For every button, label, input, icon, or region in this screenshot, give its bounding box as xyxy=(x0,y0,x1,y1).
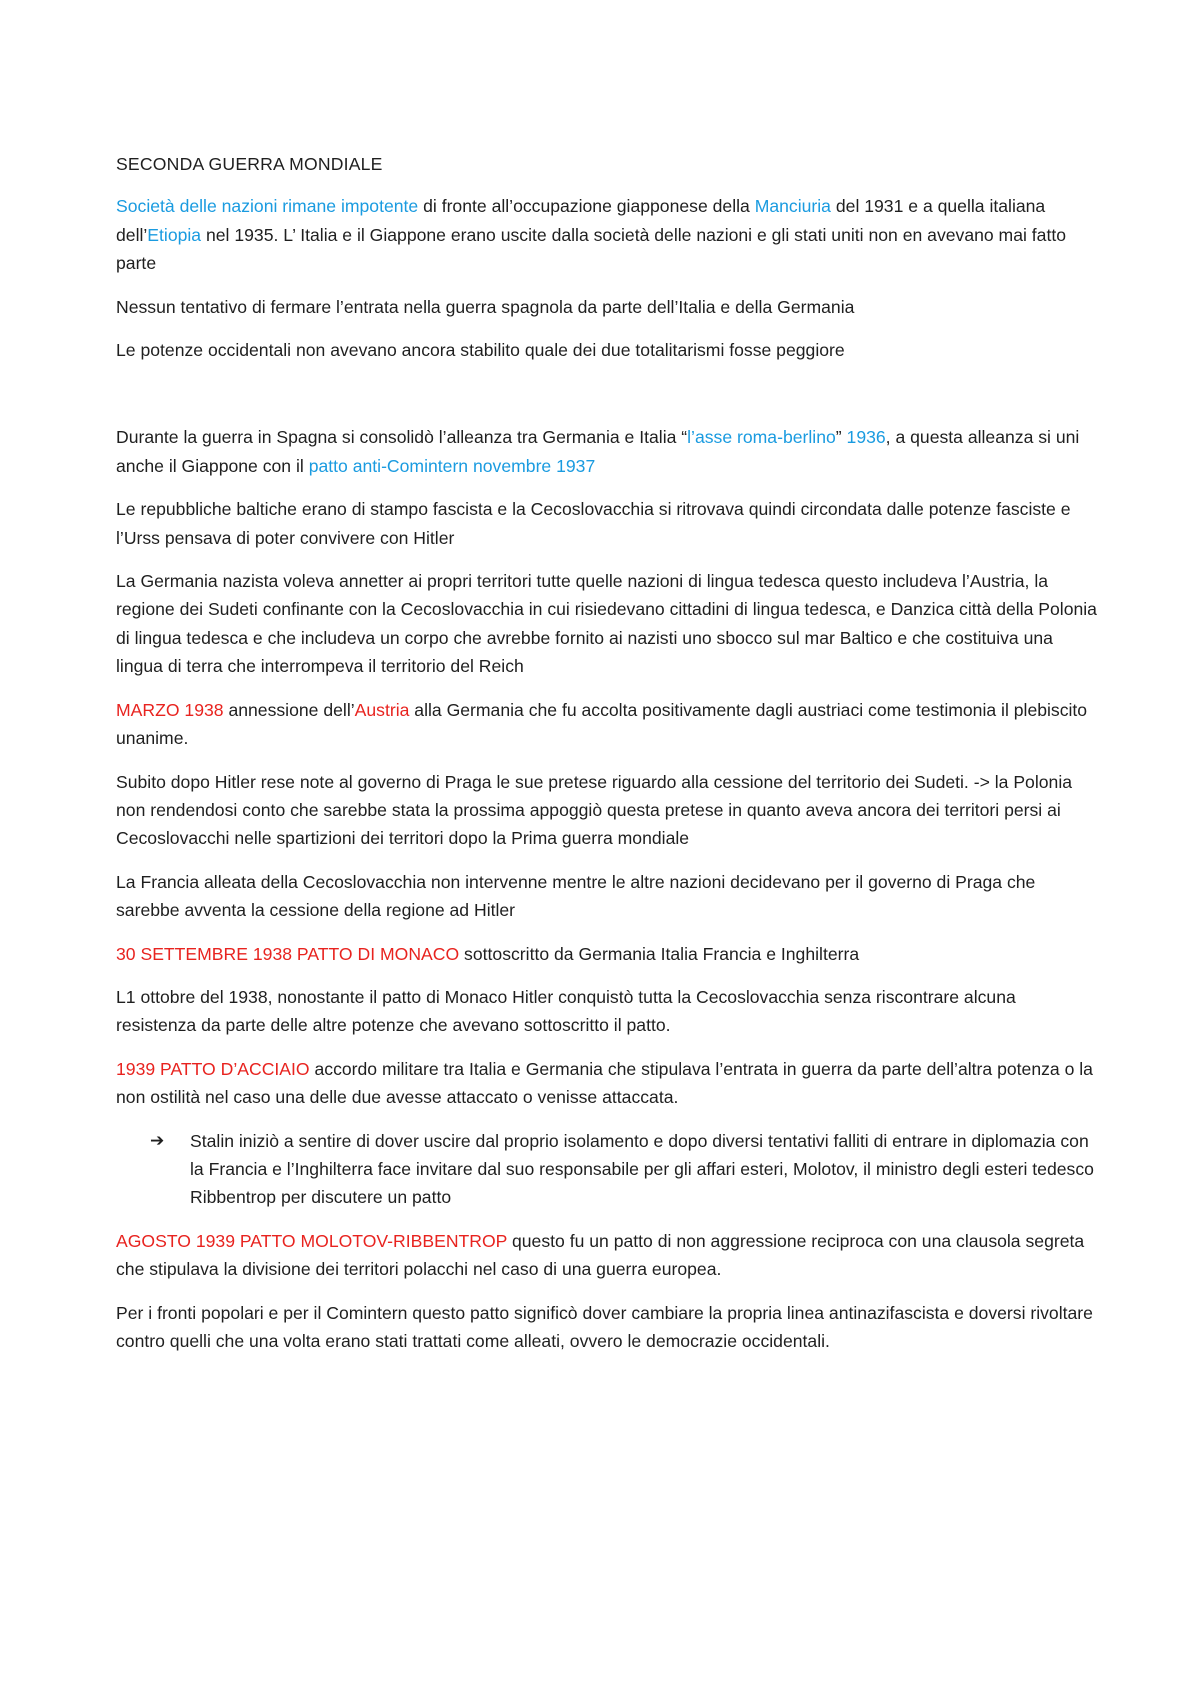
paragraph-patto-acciaio xyxy=(116,1055,1100,1112)
paragraph-ottobre-1938: L1 ottobre del 1938, nonostante il patto di Monaco Hitler conquistò tutta la Cecoslovacchia senza riscontrare alcuna resistenza da parte delle altre potenze che avevano sottoscritto il patto. xyxy=(116,986,1016,1036)
paragraph-francia: La Francia alleata della Cecoslovacchia non intervenne mentre le altre nazioni decidevano per il governo di Praga che sarebbe avventa la cessione della regione ad Hitler xyxy=(116,871,1036,921)
bullet-text: Stalin iniziò a sentire di dover uscire dal proprio isolamento e dopo diversi tentativi falliti di entrare in diplomazia con la Francia e l’Inghilterra face invitare dal suo responsabile per gli affari esteri, Molotov, il ministro degli esteri tedesco Ribbentrop per discutere un patto xyxy=(190,1130,1094,1208)
paragraph-molotov-ribbentrop xyxy=(116,1227,1100,1284)
paragraph-potenze-occidentali: Le potenze occidentali non avevano ancora stabilito quale dei due totalitarismi fosse peggiore xyxy=(116,340,845,361)
paragraph-guerra-spagnola: Nessun tentativo di fermare l’entrata nella guerra spagnola da parte dell’Italia e della Germania xyxy=(116,296,855,317)
paragraph-asse-roma-berlino xyxy=(116,423,1100,480)
paragraph-patto-monaco xyxy=(116,940,1100,968)
paragraph-sudeti: Subito dopo Hitler rese note al governo di Praga le sue pretese riguardo alla cessione del territorio dei Sudeti. -> la Polonia non rendendosi conto che sarebbe stata la prossima appoggiò questa pretese in quanto aveva ancora dei territori persi ai Cecoslovacchi nelle spartizioni dei territori dopo la Prima guerra mondiale xyxy=(116,771,1073,849)
paragraph-societa-nazioni xyxy=(116,192,1100,277)
highlight-red: 30 SETTEMBRE 1938 PATTO DI MONACO xyxy=(116,943,460,964)
highlight-blue: Società delle nazioni rimane impotente xyxy=(116,196,419,217)
text-run: questo fu un patto di non aggressione reciproca con una clausola segreta che stipulava la divisione dei territori polacchi nel caso di una guerra europea. xyxy=(116,1230,1085,1280)
text-run: alla Germania che fu accolta positivamente dagli austriaci come testimonia il plebiscito unanime. xyxy=(116,699,1088,749)
text-run: del 1931 e a quella italiana dell’ xyxy=(116,196,1046,245)
highlight-red: AGOSTO 1939 PATTO MOLOTOV-RIBBENTROP xyxy=(116,1230,508,1251)
highlight-red: 1939 PATTO D’ACCIAIO xyxy=(116,1058,310,1079)
blank-line xyxy=(116,379,1100,423)
highlight-red: Austria xyxy=(354,699,410,720)
document-title: SECONDA GUERRA MONDIALE xyxy=(116,154,383,174)
bullet-stalin xyxy=(116,1127,1100,1212)
paragraph-comintern: Per i fronti popolari e per il Comintern questo patto significò dover cambiare la propria linea antinazifascista e doversi rivoltare contro quelli che una volta erano stati trattati come alleati, ovvero le democrazie occidentali. xyxy=(116,1302,1093,1351)
text-run: Durante la guerra in Spagna si consolidò l’alleanza tra Germania e Italia “ xyxy=(116,427,688,448)
highlight-blue: Manciuria xyxy=(754,196,831,217)
text-run: accordo militare tra Italia e Germania che stipulava l’entrata in guerra da parte dell’altra potenza o la non ostilità nel caso una delle due avesse attaccato o venisse attaccata. xyxy=(116,1058,1093,1108)
text-run: di fronte all’occupazione giapponese della xyxy=(418,196,755,217)
highlight-blue: 1936 xyxy=(846,427,886,448)
highlight-blue: patto anti-Comintern novembre 1937 xyxy=(308,455,596,476)
text-run: nel 1935. L’ Italia e il Giappone erano uscite dalla società delle nazioni e gli stati uniti non en avevano mai fatto parte xyxy=(116,224,1067,274)
paragraph-marzo-1938 xyxy=(116,696,1100,753)
paragraph-repubbliche-baltiche: Le repubbliche baltiche erano di stampo fascista e la Cecoslovacchia si ritrovava quindi circondata dalle potenze fasciste e l’Urss pensava di poter convivere con Hitler xyxy=(116,499,1071,548)
paragraph-germania-nazista: La Germania nazista voleva annetter ai propri territori tutte quelle nazioni di lingua tedesca questo includeva l’Austria, la regione dei Sudeti confinante con la Cecoslovacchia in cui risiedevano cittadini di lingua tedesca, e Danzica città della Polonia di lingua tedesca e che includeva un corpo che avrebbe fornito ai nazisti uno sbocco sul mar Baltico e che costituiva una lingua di terra che interrompeva il territorio del Reich xyxy=(116,571,1097,677)
arrow-right-icon: ➔ xyxy=(150,1130,165,1150)
highlight-blue: Etiopia xyxy=(147,224,202,245)
text-run: annessione dell’ xyxy=(223,699,355,720)
text-run: sottoscritto da Germania Italia Francia e Inghilterra xyxy=(459,943,860,964)
document-body xyxy=(116,150,1100,1370)
highlight-blue: l’asse roma-berlino xyxy=(687,427,836,448)
highlight-red: MARZO 1938 xyxy=(116,699,224,720)
text-run: , a questa alleanza si uni anche il Giappone con il xyxy=(116,427,1080,476)
text-run: ” xyxy=(835,427,847,448)
